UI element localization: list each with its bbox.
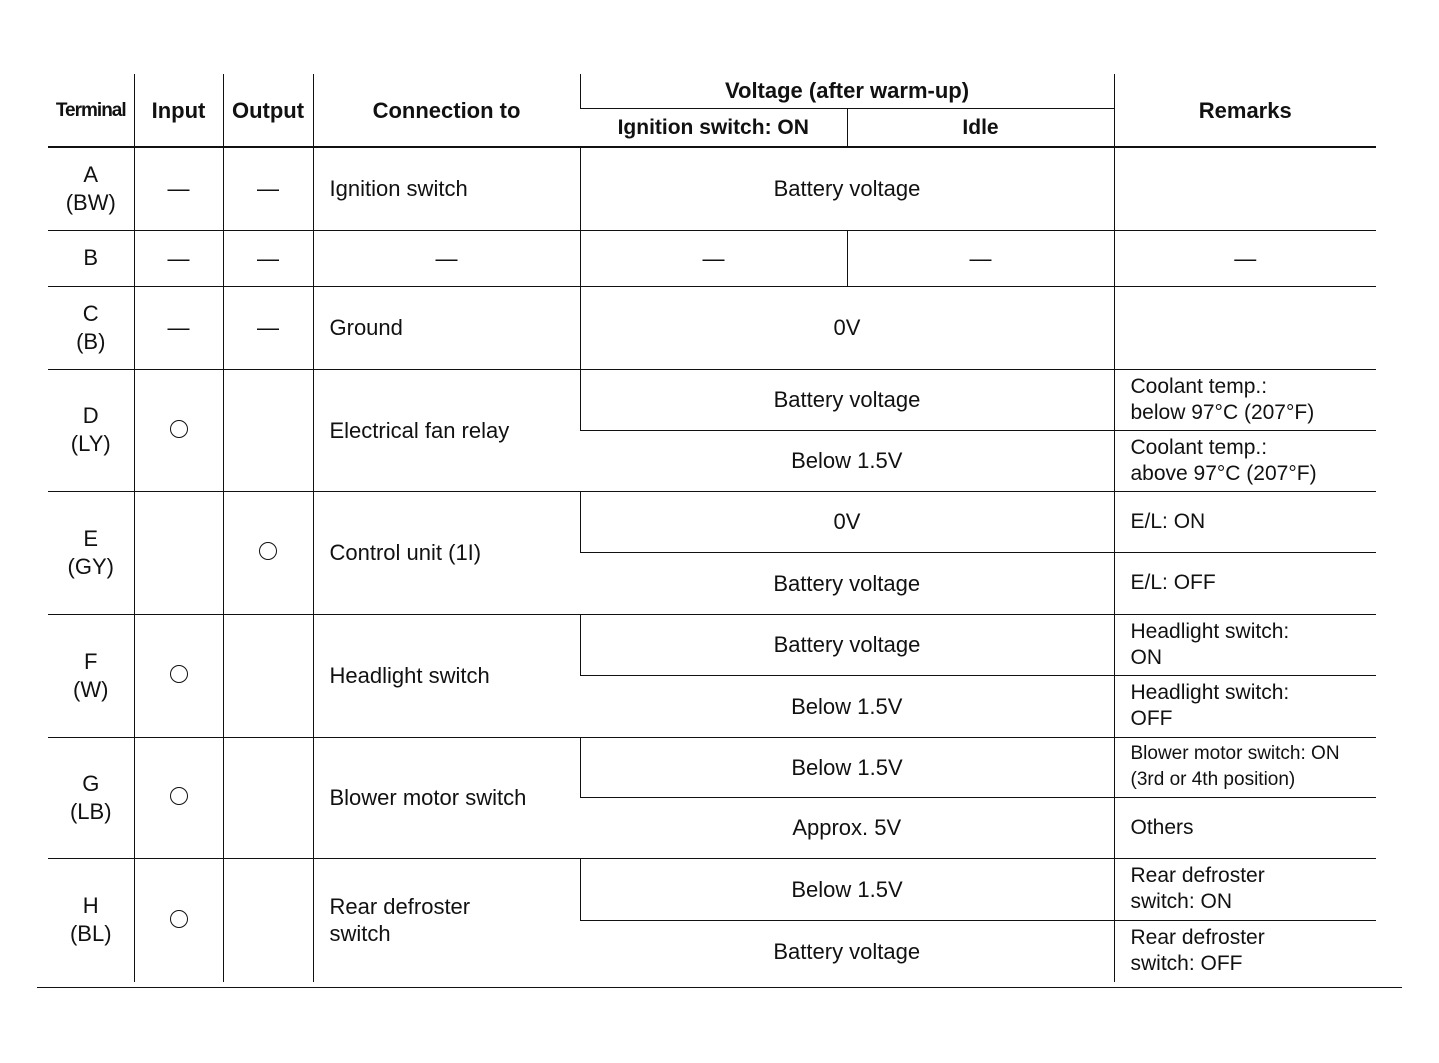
header-remarks: Remarks — [1114, 74, 1376, 147]
circle-mark — [170, 665, 188, 683]
header-output: Output — [223, 74, 313, 147]
remarks-b: — — [1114, 230, 1376, 286]
connection-c: Ground — [313, 286, 580, 369]
voltage-h-1: Below 1.5V — [580, 858, 1114, 920]
terminal-a: A (BW) — [48, 147, 134, 230]
remarks-c — [1114, 286, 1376, 369]
input-h — [134, 858, 223, 982]
connection-f: Headlight switch — [313, 614, 580, 737]
output-d — [223, 369, 313, 491]
circle-mark — [170, 420, 188, 438]
input-g — [134, 737, 223, 858]
header-terminal: Terminal — [55, 99, 126, 121]
terminal-f: F (W) — [48, 614, 134, 737]
remarks-e-1: E/L: ON — [1114, 491, 1376, 552]
terminal-e: E (GY) — [48, 491, 134, 614]
remarks-e-2: E/L: OFF — [1114, 552, 1376, 614]
circle-mark — [170, 787, 188, 805]
connection-e: Control unit (1I) — [313, 491, 580, 614]
connection-b: — — [313, 230, 580, 286]
voltage-e-1: 0V — [580, 491, 1114, 552]
remarks-h-1: Rear defroster switch: ON — [1114, 858, 1376, 920]
output-c: — — [223, 286, 313, 369]
header-connection: Connection to — [313, 74, 580, 147]
table-row-h — [48, 858, 1376, 920]
input-d — [134, 369, 223, 491]
bottom-rule — [37, 987, 1402, 988]
voltage-d-1: Battery voltage — [580, 369, 1114, 430]
input-f — [134, 614, 223, 737]
terminal-b: B — [48, 230, 134, 286]
terminal-c: C (B) — [48, 286, 134, 369]
circle-mark — [170, 910, 188, 928]
terminal-h: H (BL) — [48, 858, 134, 982]
voltage-e-2: Battery voltage — [580, 552, 1114, 614]
voltage-f-2: Below 1.5V — [580, 675, 1114, 737]
voltage-g-2: Approx. 5V — [580, 797, 1114, 858]
connection-g: Blower motor switch — [313, 737, 580, 858]
input-e — [134, 491, 223, 614]
remarks-h-2: Rear defroster switch: OFF — [1114, 920, 1376, 982]
remarks-g-1: Blower motor switch: ON (3rd or 4th position) — [1114, 737, 1376, 797]
table-row-d — [48, 369, 1376, 430]
input-b: — — [134, 230, 223, 286]
header-input: Input — [134, 74, 223, 147]
voltage-c: 0V — [580, 286, 1114, 369]
header-row — [48, 74, 1376, 108]
terminal-d: D (LY) — [48, 369, 134, 491]
table-row-f — [48, 614, 1376, 675]
output-e — [223, 491, 313, 614]
remarks-a — [1114, 147, 1376, 230]
output-a: — — [223, 147, 313, 230]
connection-a: Ignition switch — [313, 147, 580, 230]
remarks-f-2: Headlight switch: OFF — [1114, 675, 1376, 737]
voltage-g-1: Below 1.5V — [580, 737, 1114, 797]
circle-mark — [259, 542, 277, 560]
voltage-d-2: Below 1.5V — [580, 430, 1114, 491]
ignition-on-b: — — [580, 230, 847, 286]
remarks-d-1: Coolant temp.: below 97°C (207°F) — [1114, 369, 1376, 430]
remarks-f-1: Headlight switch: ON — [1114, 614, 1376, 675]
voltage-a: Battery voltage — [580, 147, 1114, 230]
header-idle: Idle — [847, 108, 1114, 147]
terminal-g: G (LB) — [48, 737, 134, 858]
table-row-b — [48, 230, 1376, 286]
input-a: — — [134, 147, 223, 230]
table-row-e — [48, 491, 1376, 552]
header-voltage: Voltage (after warm-up) — [580, 74, 1114, 108]
output-h — [223, 858, 313, 982]
output-g — [223, 737, 313, 858]
idle-b: — — [847, 230, 1114, 286]
voltage-f-1: Battery voltage — [580, 614, 1114, 675]
voltage-h-2: Battery voltage — [580, 920, 1114, 982]
header-ignition-on: Ignition switch: ON — [580, 108, 847, 147]
remarks-g-2: Others — [1114, 797, 1376, 858]
remarks-d-2: Coolant temp.: above 97°C (207°F) — [1114, 430, 1376, 491]
connection-h: Rear defroster switch — [313, 858, 580, 982]
output-b: — — [223, 230, 313, 286]
connection-d: Electrical fan relay — [313, 369, 580, 491]
input-c: — — [134, 286, 223, 369]
terminal-voltage-table — [48, 74, 1376, 982]
table-row-g — [48, 737, 1376, 797]
output-f — [223, 614, 313, 737]
table-row-c — [48, 286, 1376, 369]
table-row-a — [48, 147, 1376, 230]
